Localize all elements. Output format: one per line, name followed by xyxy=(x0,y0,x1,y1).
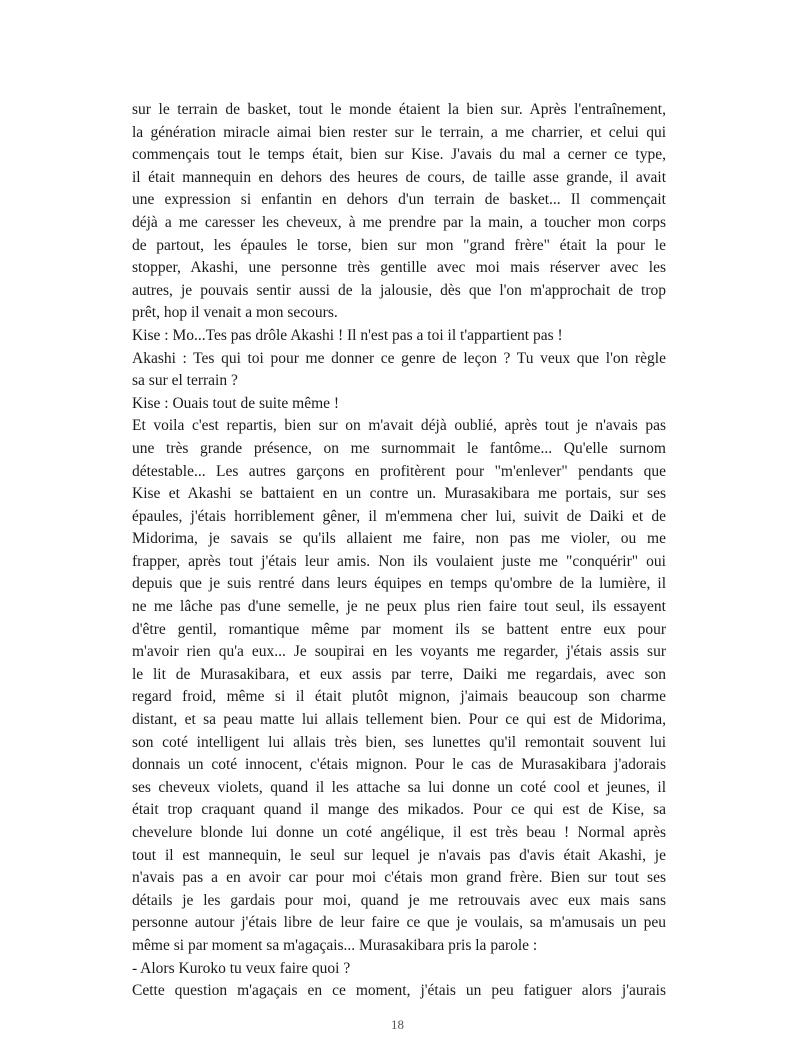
text-line: Akashi : Tes qui toi pour me donner ce genre de leçon ? Tu veux que l'on règle xyxy=(132,349,666,367)
text-line: frapper, après tout j'étais leur amis. Non ils voulaient juste me "conquérir" oui xyxy=(132,552,666,570)
text-line: ses cheveux violets, quand il les attache sa lui donne un coté cool et jeunes, il xyxy=(132,778,666,796)
text-line: était trop craquant quand il mange des mikados. Pour ce qui est de Kise, sa xyxy=(132,801,666,819)
text-line: stopper, Akashi, une personne très gentille avec moi mais réserver avec les xyxy=(132,259,666,277)
text-line: tout il est mannequin, le seul sur lequel je n'avais pas d'avis était Akashi, je xyxy=(132,846,666,864)
text-line: Kise : Ouais tout de suite même ! xyxy=(132,394,340,412)
text-line: distant, et sa peau matte lui allais tellement bien. Pour ce qui est de Midorima, xyxy=(132,711,666,729)
text-line: Midorima, je savais se qu'ils allaient me faire, non pas me violer, ou me xyxy=(132,530,666,548)
text-line: le lit de Murasakibara, et eux assis par terre, Daiki me regardais, avec son xyxy=(132,665,666,683)
text-line: déjà a me caresser les cheveux, à me prendre par la main, a toucher mon corps xyxy=(132,213,666,231)
text-line: personne autour j'étais libre de leur faire ce que je voulais, sa m'amusais un peu xyxy=(132,914,666,932)
text-line: depuis que je suis rentré dans leurs équipes en temps qu'ombre de la lumière, il xyxy=(132,575,666,593)
text-line: Kise : Mo...Tes pas drôle Akashi ! Il n'est pas a toi il t'appartient pas ! xyxy=(132,326,563,344)
text-line: détails je les gardais pour moi, quand je me retrouvais avec eux mais sans xyxy=(132,891,666,909)
text-line: sur le terrain de basket, tout le monde étaient la bien sur. Après l'entraînement, xyxy=(132,101,666,118)
text-line: épaules, j'étais horriblement gêner, il m'emmena cher lui, suivit de Daiki et de xyxy=(132,507,666,525)
text-line: Cette question m'agaçais en ce moment, j'étais un peu fatiguer alors j'aurais xyxy=(132,982,666,1000)
text-line: commençais tout le temps était, bien sur Kise. J'avais du mal a cerner ce type, xyxy=(132,146,666,164)
text-line: Et voila c'est repartis, bien sur on m'avait déjà oublié, après tout je n'avais pas xyxy=(132,417,666,435)
text-line: une expression si enfantin en dehors d'un terrain de basket... Il commençait xyxy=(132,191,666,209)
text-line: une très grande présence, on me surnommait le fantôme... Qu'elle surnom xyxy=(132,439,666,457)
text-line: n'avais pas a en avoir car pour moi c'étais mon grand frère. Bien sur tout ses xyxy=(132,869,666,887)
text-line: il était mannequin en dehors des heures de cours, de taille asse grande, il avait xyxy=(132,168,666,186)
text-line: d'être gentil, romantique même par moment ils se battent entre eux pour xyxy=(132,620,666,638)
text-line: son coté intelligent lui allais très bien, ses lunettes qu'il remontait souvent lui xyxy=(132,733,666,751)
text-line: - Alors Kuroko tu veux faire quoi ? xyxy=(132,959,351,977)
text-line: prêt, hop il venait a mon secours. xyxy=(132,304,338,322)
text-line: la génération miracle aimai bien rester sur le terrain, a me charrier, et celui qui xyxy=(132,123,666,141)
text-line: m'avoir rien qu'a eux... Je soupirai en les voyants me regarder, j'étais assis sur xyxy=(132,643,666,661)
text-line: regard froid, même si il était plutôt mignon, j'aimais beaucoup son charme xyxy=(132,688,666,706)
text-line: sa sur el terrain ? xyxy=(132,372,238,390)
text-line: donnais un coté innocent, c'étais mignon. Pour le cas de Murasakibara j'adorais xyxy=(132,756,666,774)
page-number: 18 xyxy=(391,1017,404,1032)
text-line: même si par moment sa m'agaçais... Murasakibara pris la parole : xyxy=(132,936,538,954)
text-line: de partout, les épaules le torse, bien sur mon "grand frère" était la pour le xyxy=(132,236,666,254)
text-line: Kise et Akashi se battaient en un contre un. Murasakibara me portais, sur ses xyxy=(132,485,666,503)
text-line: détestable... Les autres garçons en profitèrent pour "m'enlever" pendants que xyxy=(132,462,666,480)
body-text xyxy=(132,99,666,1003)
text-line: chevelure blonde lui donne un coté angélique, il est très beau ! Normal après xyxy=(132,824,666,841)
text-line: autres, je pouvais sentir aussi de la jalousie, dès que l'on m'approchait de trop xyxy=(132,281,666,299)
text-line: ne me lâche pas d'une semelle, je ne peux plus rien faire tout seul, ils essayent xyxy=(132,598,666,616)
